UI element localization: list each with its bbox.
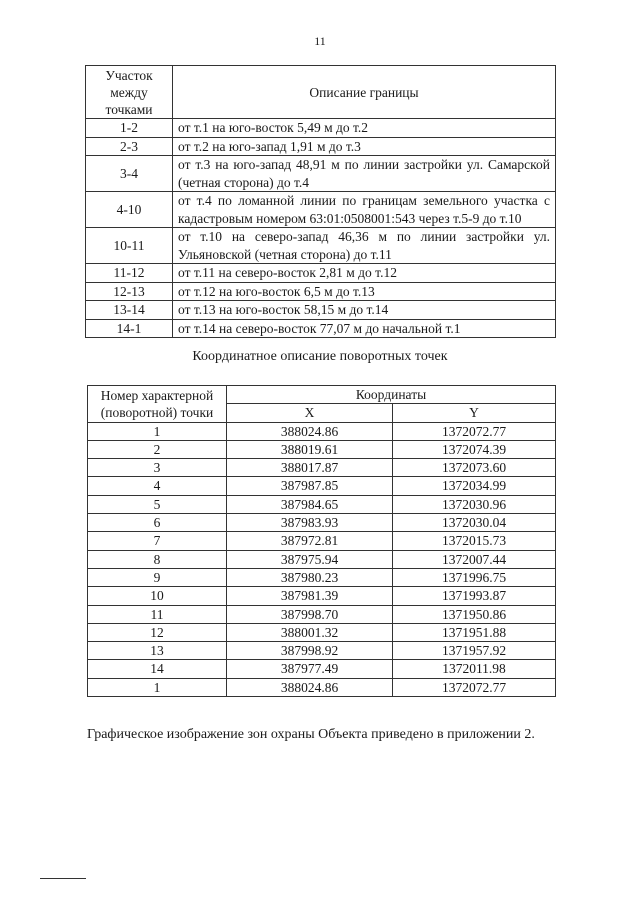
x-cell: 387998.70	[227, 605, 393, 623]
point-number-cell: 11	[88, 605, 227, 623]
x-cell: 387972.81	[227, 532, 393, 550]
table-row	[88, 587, 556, 605]
x-cell: 387998.92	[227, 642, 393, 660]
boundary-description-table	[85, 65, 556, 338]
segment-cell: 3-4	[86, 156, 173, 192]
x-cell: 387975.94	[227, 550, 393, 568]
y-cell: 1372007.44	[393, 550, 556, 568]
point-number-cell: 5	[88, 495, 227, 513]
x-cell: 387983.93	[227, 514, 393, 532]
description-cell: от т.1 на юго-восток 5,49 м до т.2	[173, 119, 556, 138]
y-cell: 1372015.73	[393, 532, 556, 550]
header-description: Описание границы	[173, 66, 556, 119]
y-cell: 1371993.87	[393, 587, 556, 605]
table-row	[88, 605, 556, 623]
segment-cell: 2-3	[86, 137, 173, 156]
table-row	[88, 623, 556, 641]
x-cell: 387984.65	[227, 495, 393, 513]
point-number-cell: 9	[88, 568, 227, 586]
header-x: X	[227, 404, 393, 422]
y-cell: 1371957.92	[393, 642, 556, 660]
header-segment: Участок между точками	[86, 66, 173, 119]
description-cell: от т.13 на юго-восток 58,15 м до т.14	[173, 301, 556, 320]
x-cell: 387987.85	[227, 477, 393, 495]
description-cell: от т.4 по ломанной линии по границам земельного участка с кадастровым номером 63:01:0508001:543 через т.5-9 до т.10	[173, 192, 556, 228]
table-row	[88, 550, 556, 568]
y-cell: 1371996.75	[393, 568, 556, 586]
table-row	[88, 477, 556, 495]
x-cell: 387981.39	[227, 587, 393, 605]
y-cell: 1372072.77	[393, 678, 556, 696]
table-row	[88, 440, 556, 458]
header-y: Y	[393, 404, 556, 422]
point-number-cell: 10	[88, 587, 227, 605]
point-number-cell: 8	[88, 550, 227, 568]
x-cell: 388017.87	[227, 459, 393, 477]
y-cell: 1371950.86	[393, 605, 556, 623]
segment-cell: 1-2	[86, 119, 173, 138]
x-cell: 387980.23	[227, 568, 393, 586]
description-cell: от т.10 на северо-запад 46,36 м по линии застройки ул. Ульяновской (четная сторона) до т.11	[173, 228, 556, 264]
table-row	[86, 156, 556, 192]
description-cell: от т.12 на юго-восток 6,5 м до т.13	[173, 282, 556, 301]
x-cell: 388001.32	[227, 623, 393, 641]
table-row	[88, 459, 556, 477]
table-row	[86, 119, 556, 138]
table-row	[88, 422, 556, 440]
y-cell: 1372034.99	[393, 477, 556, 495]
point-number-cell: 12	[88, 623, 227, 641]
page-number: 11	[314, 34, 326, 48]
segment-cell: 14-1	[86, 319, 173, 338]
y-cell: 1372073.60	[393, 459, 556, 477]
table-row	[86, 319, 556, 338]
coordinates-table	[87, 385, 556, 697]
table-row	[88, 514, 556, 532]
table-row	[86, 282, 556, 301]
y-cell: 1372030.04	[393, 514, 556, 532]
point-number-cell: 4	[88, 477, 227, 495]
table-row	[88, 660, 556, 678]
table-row	[88, 532, 556, 550]
point-number-cell: 1	[88, 678, 227, 696]
table-row	[88, 678, 556, 696]
x-cell: 388024.86	[227, 678, 393, 696]
segment-cell: 4-10	[86, 192, 173, 228]
table-row	[86, 228, 556, 264]
segment-cell: 13-14	[86, 301, 173, 320]
x-cell: 388024.86	[227, 422, 393, 440]
y-cell: 1372072.77	[393, 422, 556, 440]
header-point-number: Номер характерной (поворотной) точки	[88, 386, 227, 423]
point-number-cell: 3	[88, 459, 227, 477]
description-cell: от т.11 на северо-восток 2,81 м до т.12	[173, 264, 556, 283]
description-cell: от т.3 на юго-запад 48,91 м по линии застройки ул. Самарской (четная сторона) до т.4	[173, 156, 556, 192]
description-cell: от т.2 на юго-запад 1,91 м до т.3	[173, 137, 556, 156]
x-cell: 387977.49	[227, 660, 393, 678]
table-row	[86, 264, 556, 283]
segment-cell: 12-13	[86, 282, 173, 301]
table-row	[86, 301, 556, 320]
point-number-cell: 6	[88, 514, 227, 532]
x-cell: 388019.61	[227, 440, 393, 458]
point-number-cell: 7	[88, 532, 227, 550]
point-number-cell: 14	[88, 660, 227, 678]
description-cell: от т.14 на северо-восток 77,07 м до начальной т.1	[173, 319, 556, 338]
table-row	[88, 495, 556, 513]
segment-cell: 10-11	[86, 228, 173, 264]
table-row	[86, 192, 556, 228]
y-cell: 1372011.98	[393, 660, 556, 678]
section-heading: Координатное описание поворотных точек	[192, 349, 448, 364]
segment-cell: 11-12	[86, 264, 173, 283]
table-row	[88, 642, 556, 660]
point-number-cell: 13	[88, 642, 227, 660]
header-coordinates: Координаты	[227, 386, 556, 404]
point-number-cell: 2	[88, 440, 227, 458]
point-number-cell: 1	[88, 422, 227, 440]
note-text: Графическое изображение зон охраны Объекта приведено в приложении 2.	[87, 727, 535, 742]
table-row	[86, 137, 556, 156]
y-cell: 1372030.96	[393, 495, 556, 513]
table-row	[88, 568, 556, 586]
footnote-divider	[40, 878, 86, 879]
y-cell: 1372074.39	[393, 440, 556, 458]
y-cell: 1371951.88	[393, 623, 556, 641]
